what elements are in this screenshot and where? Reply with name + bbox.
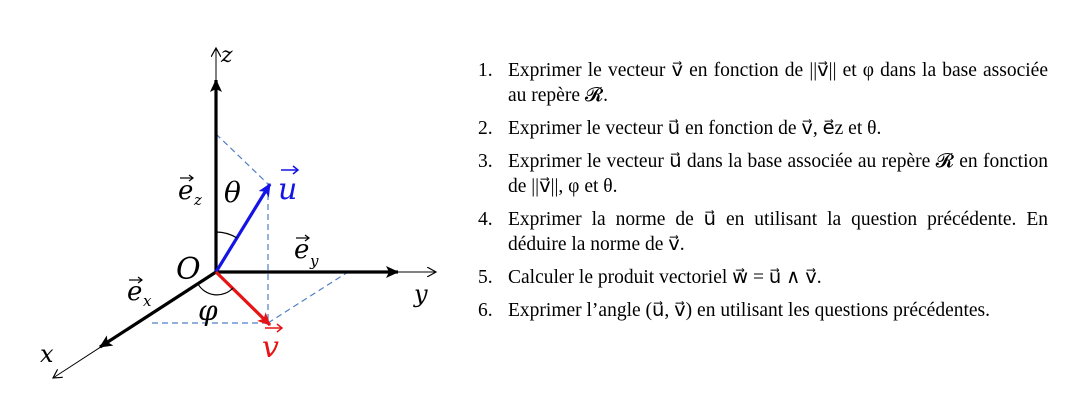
question-number: 6. <box>478 300 493 321</box>
question-number: 1. <box>478 60 493 81</box>
question-number: 3. <box>478 151 493 172</box>
question-text: Exprimer le vecteur u⃗ en fonction de v⃗, e⃗z et θ. <box>508 118 882 139</box>
svg-text:e: e <box>178 176 194 206</box>
question-text: Exprimer la norme de u⃗ en utilisant la question précédente. En déduire la norme de v⃗. <box>508 209 1048 255</box>
z-axis-label: z <box>221 43 233 68</box>
phi-label: φ <box>198 294 218 327</box>
question-text: Calculer le produit vectoriel w⃗ = u⃗ ∧ v⃗. <box>508 267 822 288</box>
v-label <box>262 324 282 365</box>
question-item <box>478 298 1048 323</box>
v-vector <box>216 272 270 325</box>
svg-text:x: x <box>143 292 152 310</box>
svg-text:e: e <box>294 235 310 265</box>
question-item <box>478 149 1048 199</box>
question-item <box>478 265 1048 290</box>
question-item <box>478 116 1048 141</box>
svg-text:e: e <box>127 277 143 307</box>
theta-arc <box>216 232 237 238</box>
ez-label <box>178 175 202 209</box>
svg-text:z: z <box>194 191 202 209</box>
u-label <box>278 166 298 207</box>
origin-label: O <box>176 252 201 287</box>
svg-text:u: u <box>278 172 298 207</box>
dashed-construction <box>148 134 348 323</box>
question-text: Exprimer le vecteur v⃗ en fonction de ||v⃗|| et φ dans la base associée au repère 𝓡. <box>508 60 1048 106</box>
theta-label: θ <box>224 176 241 209</box>
vector-diagram <box>0 0 470 400</box>
question-number: 5. <box>478 267 493 288</box>
x-axis-label: x <box>40 340 54 368</box>
y-axis-label: y <box>414 280 428 308</box>
ex-label <box>127 277 152 310</box>
question-list <box>478 58 1048 331</box>
question-text: Exprimer l’angle (u⃗, v⃗) en utilisant les questions précédentes. <box>508 300 991 321</box>
question-number: 2. <box>478 118 493 139</box>
question-item <box>478 58 1048 108</box>
svg-text:y: y <box>310 252 319 270</box>
ey-label <box>294 235 319 270</box>
svg-text:v: v <box>262 330 279 365</box>
question-item <box>478 207 1048 257</box>
question-number: 4. <box>478 209 493 230</box>
question-text: Exprimer le vecteur u⃗ dans la base associée au repère 𝓡 en fonction de ||v⃗||, φ et θ. <box>508 151 1048 197</box>
